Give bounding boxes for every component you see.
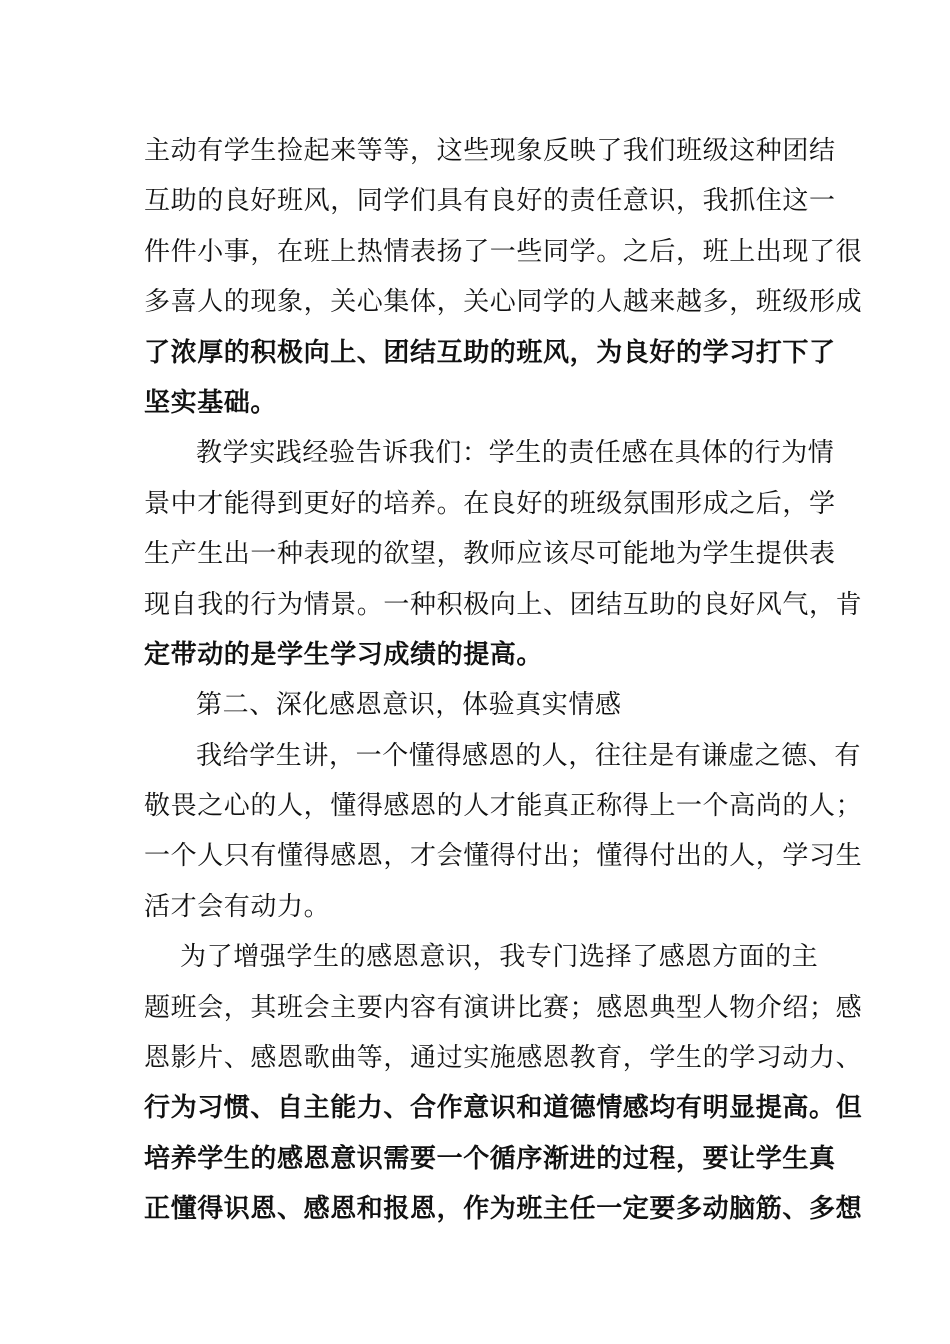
text-line: 题班会，其班会主要内容有演讲比赛；感恩典型人物介绍；感 (144, 992, 863, 1023)
text-line: 互助的良好班风，同学们具有良好的责任意识，我抓住这一 (144, 186, 836, 217)
paragraph-first-line: 为了增强学生的感恩意识，我专门选择了感恩方面的主 (180, 942, 819, 973)
text-line: 件件小事，在班上热情表扬了一些同学。之后，班上出现了很 (144, 236, 863, 267)
text-line: 多喜人的现象，关心集体，关心同学的人越来越多，班级形成 (144, 287, 863, 318)
text-line: 定带动的是学生学习成绩的提高。 (144, 639, 544, 670)
text-line: 景中才能得到更好的培养。在良好的班级氛围形成之后，学 (144, 488, 836, 519)
document-body (144, 126, 863, 1235)
text-line: 恩影片、感恩歌曲等，通过实施感恩教育，学生的学习动力、 (144, 1043, 863, 1074)
text-line: 敬畏之心的人，懂得感恩的人才能真正称得上一个高尚的人； (144, 791, 863, 822)
text-line: 行为习惯、自主能力、合作意识和道德情感均有明显提高。但 (144, 1093, 863, 1124)
text-line: 生产生出一种表现的欲望，教师应该尽可能地为学生提供表 (144, 539, 836, 570)
text-line: 培养学生的感恩意识需要一个循序渐进的过程，要让学生真 (144, 1143, 836, 1174)
text-line: 正懂得识恩、感恩和报恩，作为班主任一定要多动脑筋、多想 (144, 1194, 863, 1225)
text-line: 一个人只有懂得感恩，才会懂得付出；懂得付出的人，学习生 (144, 841, 863, 872)
section-heading: 第二、深化感恩意识，体验真实情感 (196, 690, 622, 721)
text-line: 主动有学生捡起来等等，这些现象反映了我们班级这种团结 (144, 136, 836, 166)
text-line: 现自我的行为情景。一种积极向上、团结互助的良好风气，肯 (144, 589, 863, 620)
text-line: 活才会有动力。 (144, 891, 331, 922)
paragraph-first-line: 教学实践经验告诉我们：学生的责任感在具体的行为情 (196, 438, 835, 469)
paragraph-first-line: 我给学生讲，一个懂得感恩的人，往往是有谦虚之德、有 (196, 740, 862, 771)
text-line: 了浓厚的积极向上、团结互助的班风，为良好的学习打下了 (144, 337, 836, 368)
text-line: 坚实基础。 (144, 387, 278, 418)
